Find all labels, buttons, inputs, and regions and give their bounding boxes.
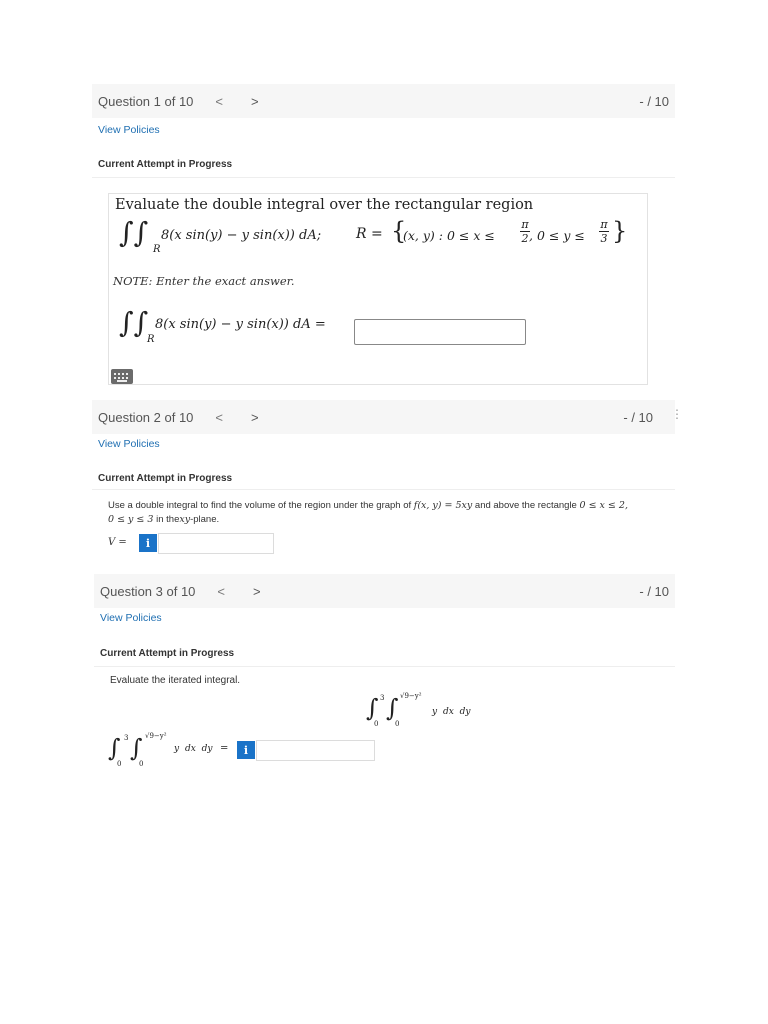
double-integral-icon: ∫∫	[119, 216, 149, 249]
function-expression: f(x, y) = 5xy	[413, 500, 473, 511]
fraction-denominator: 3	[600, 232, 608, 245]
region-set: (x, y) : 0 ≤ x ≤	[403, 228, 495, 243]
question-1-score: - / 10	[639, 93, 669, 109]
question-2-prompt: Use a double integral to find the volume of the region under the graph of f(x, y) = 5xy and above the rectangle 0 ≤ x ≤ 2, 0 ≤ y ≤ 3 in thexy-plane.	[108, 500, 628, 525]
equals-sign: =	[220, 743, 229, 754]
inner-integral-icon: ∫	[386, 694, 399, 722]
region-close-brace: }	[612, 217, 628, 245]
question-2-label: Question 2 of 10	[98, 409, 194, 425]
question-2-attempt-status: Current Attempt in Progress	[98, 473, 233, 484]
plane-label: xy	[179, 514, 191, 525]
more-options-icon[interactable]: ⋮	[671, 407, 683, 421]
region-open-brace: {	[391, 217, 407, 245]
question-2-score: - / 10	[623, 409, 653, 425]
question-1-prompt: Evaluate the double integral over the rectangular region	[115, 197, 534, 213]
next-question-button[interactable]: >	[251, 93, 259, 109]
keyboard-icon[interactable]	[111, 369, 133, 384]
question-2-view-policies-link[interactable]: View Policies	[98, 438, 160, 450]
integrand: 8(x sin(y) − y sin(x)) dA;	[161, 228, 322, 243]
question-3-score: - / 10	[639, 583, 669, 599]
question-2-header	[92, 400, 675, 434]
question-3-prompt: Evaluate the iterated integral.	[110, 675, 241, 686]
outer-integral-icon: ∫	[108, 734, 121, 762]
prev-question-button[interactable]: <	[215, 409, 223, 425]
info-icon[interactable]: i	[139, 534, 157, 552]
divider	[92, 177, 675, 178]
rectangle-y-range: 0 ≤ y ≤ 3	[108, 514, 154, 525]
info-icon[interactable]: i	[237, 741, 255, 759]
lower-limit-inner: 0	[139, 760, 144, 768]
question-1-header	[92, 84, 675, 118]
upper-limit-inner: √9−y²	[400, 692, 422, 700]
question-3-answer-expression	[108, 730, 238, 770]
divider	[94, 666, 675, 667]
question-1-integral-expression	[115, 216, 645, 260]
upper-limit-outer: 3	[380, 694, 385, 702]
double-integral-icon: ∫∫	[119, 306, 149, 339]
question-3-label: Question 3 of 10	[100, 583, 196, 599]
fraction-numerator: π	[600, 218, 608, 231]
inner-integral-icon: ∫	[130, 734, 143, 762]
question-3-answer-input[interactable]	[256, 740, 375, 761]
divider	[92, 489, 675, 490]
question-1-note: NOTE: Enter the exact answer.	[113, 274, 295, 288]
next-question-button[interactable]: >	[251, 409, 259, 425]
region-set-mid: , 0 ≤ y ≤	[529, 228, 585, 243]
lower-limit-outer: 0	[374, 720, 379, 728]
lower-limit-outer: 0	[117, 760, 122, 768]
question-1-answer-input[interactable]	[354, 319, 526, 345]
region-subscript: R	[153, 244, 161, 255]
integrand: y dx dy	[432, 707, 471, 717]
integrand: y dx dy	[174, 744, 213, 754]
outer-integral-icon: ∫	[366, 694, 379, 722]
question-1-attempt-status: Current Attempt in Progress	[98, 159, 233, 170]
question-3-iterated-integral	[366, 690, 486, 730]
upper-limit-inner: √9−y²	[145, 732, 167, 740]
lower-limit-inner: 0	[395, 720, 400, 728]
question-1-label: Question 1 of 10	[98, 93, 194, 109]
fraction-pi-over-3	[599, 219, 609, 245]
question-1-body	[108, 193, 648, 385]
question-3-header	[94, 574, 675, 608]
prev-question-button[interactable]: <	[215, 93, 223, 109]
fraction-numerator: π	[521, 218, 529, 231]
next-question-button[interactable]: >	[253, 583, 261, 599]
question-3-attempt-status: Current Attempt in Progress	[100, 648, 235, 659]
volume-label: V =	[108, 537, 127, 548]
question-3-view-policies-link[interactable]: View Policies	[100, 612, 162, 624]
region-label: R =	[356, 226, 383, 242]
rectangle-x-range: 0 ≤ x ≤ 2,	[579, 500, 628, 511]
region-subscript: R	[147, 334, 155, 345]
upper-limit-outer: 3	[124, 734, 129, 742]
fraction-denominator: 2	[521, 232, 529, 245]
prev-question-button[interactable]: <	[217, 583, 225, 599]
question-1-view-policies-link[interactable]: View Policies	[98, 124, 160, 136]
answer-expression: 8(x sin(y) − y sin(x)) dA =	[155, 317, 326, 332]
question-2-answer-input[interactable]	[158, 533, 274, 554]
